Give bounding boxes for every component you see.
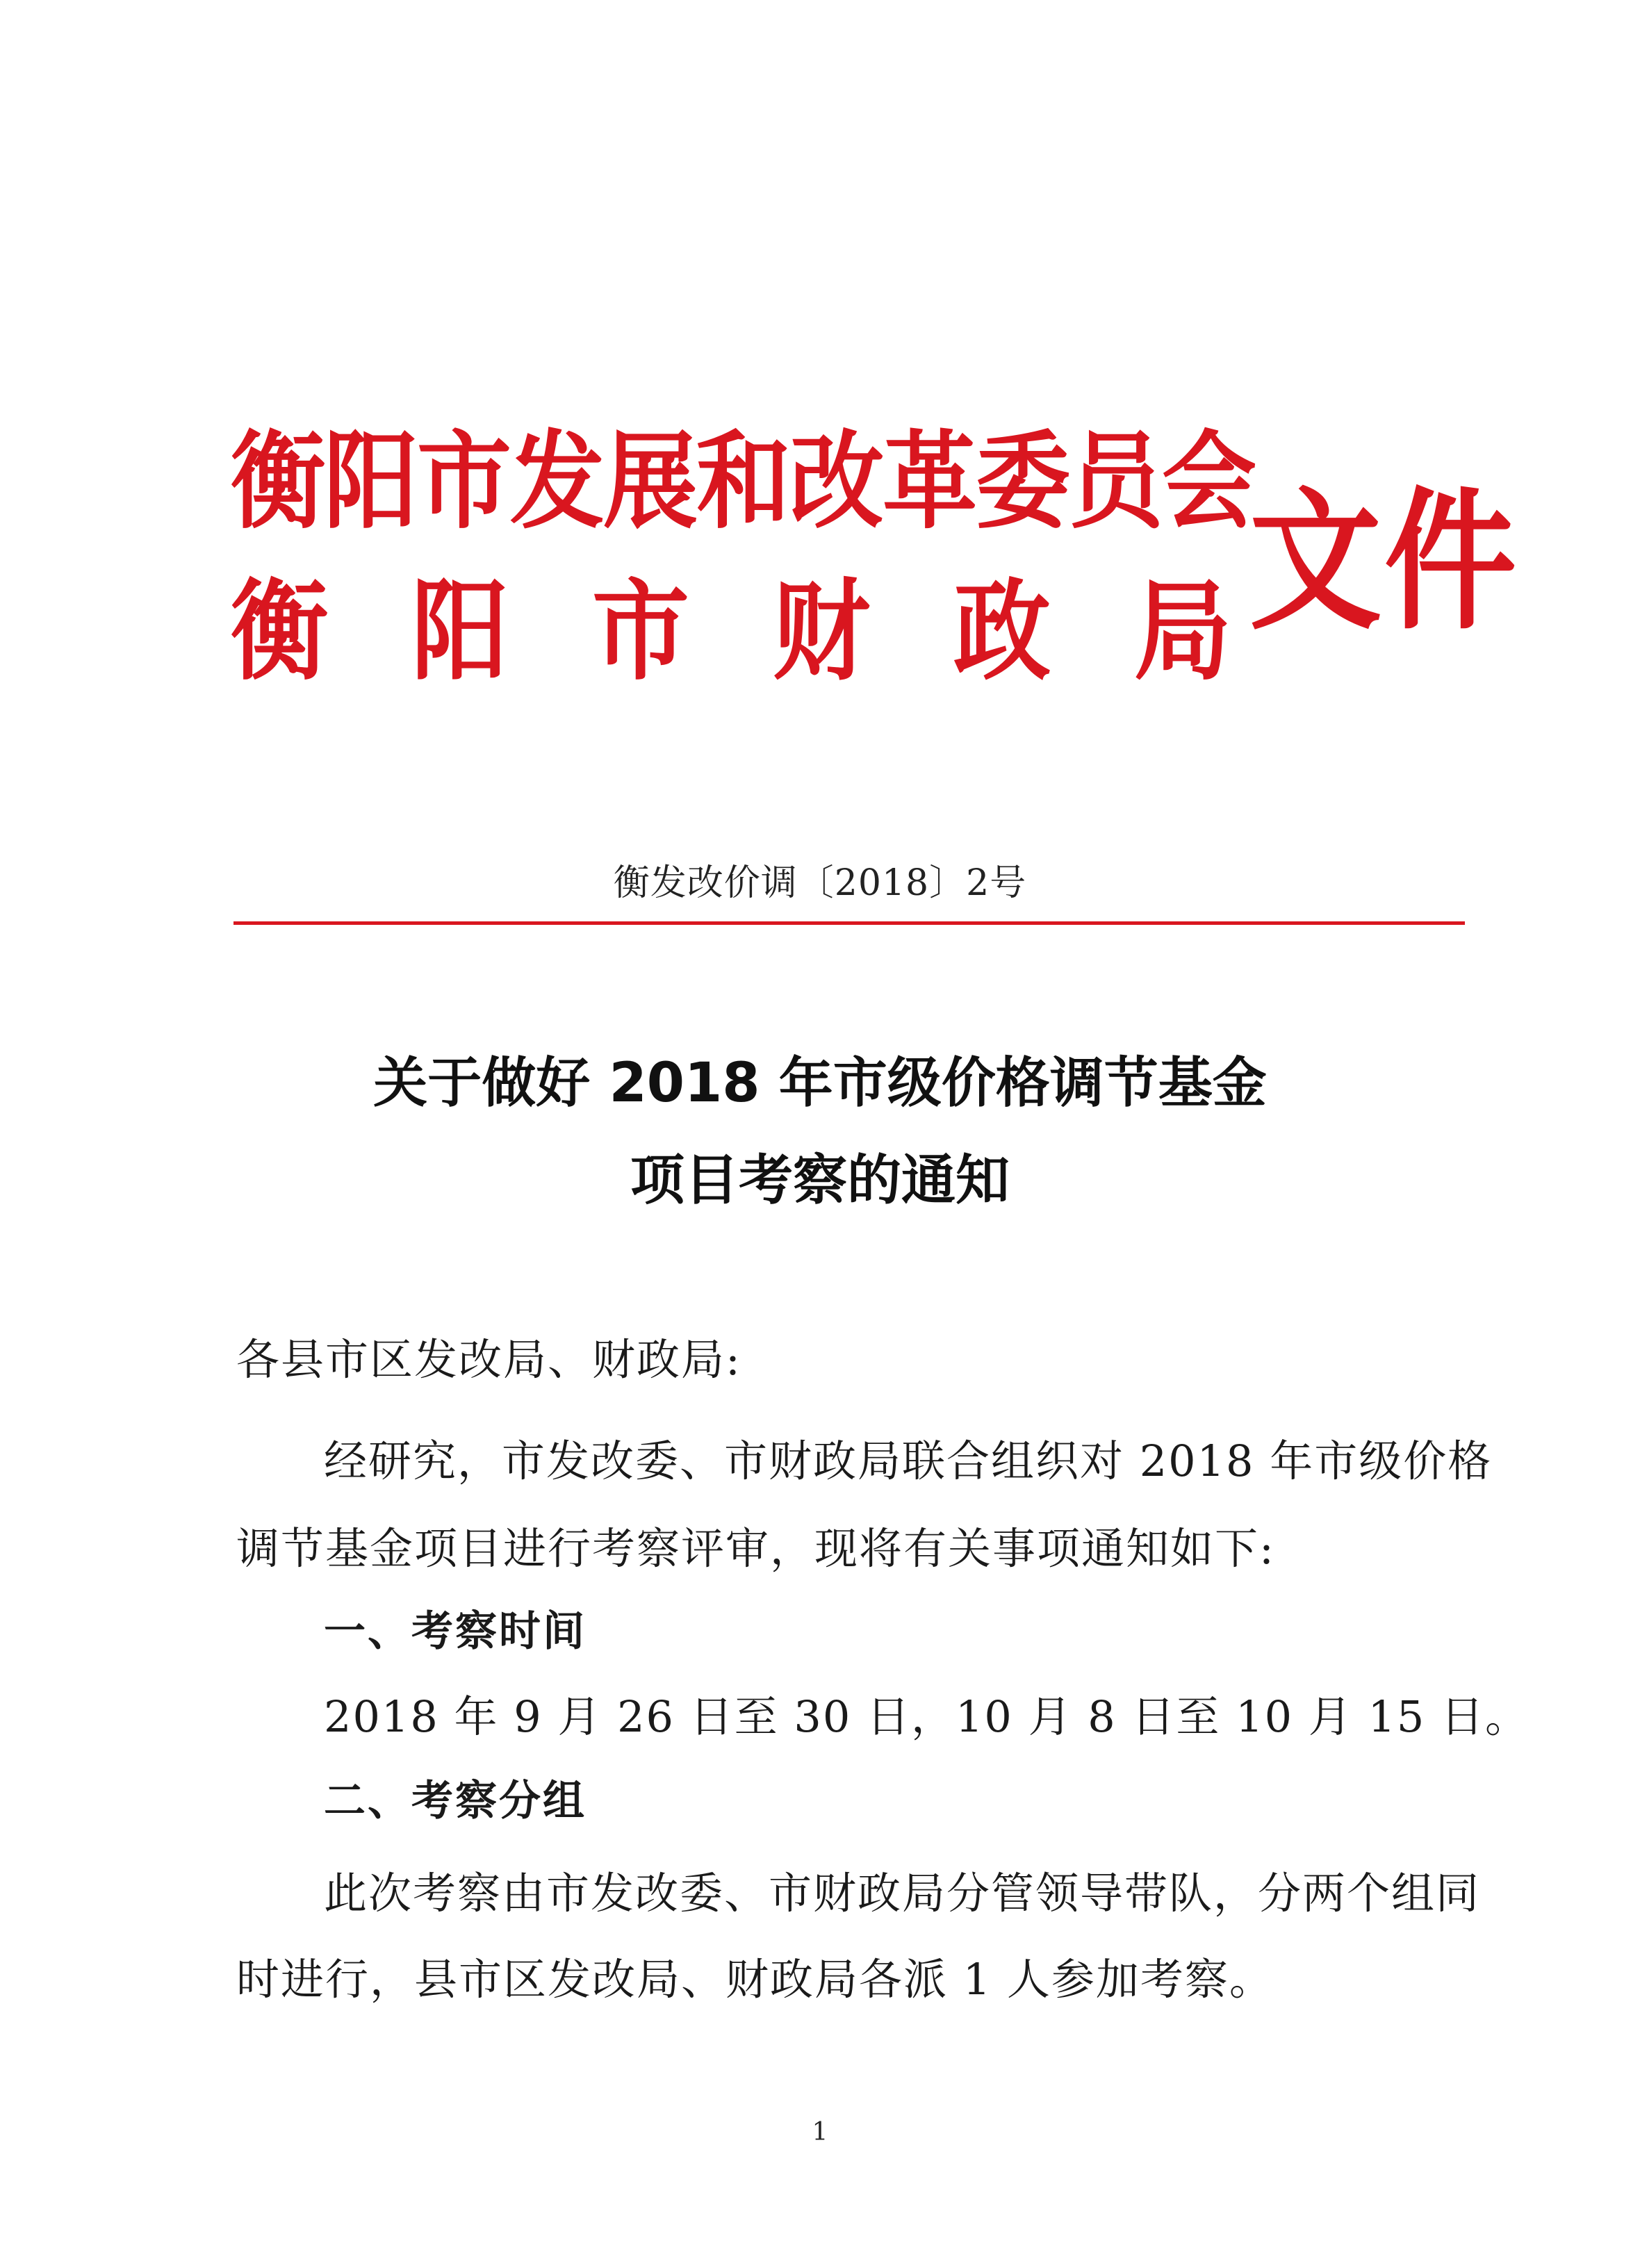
issuer-char: 政 [953, 568, 1051, 696]
salutation: 各县市区发改局、财政局: [236, 1334, 741, 1385]
section-2-line-1: 此次考察由市发改委、市财政局分管领导带队，分两个组同 [324, 1868, 1481, 1918]
issuer-char: 财 [772, 568, 870, 696]
issuer-name-development-reform: 衡阳市发展和改革委员会 [231, 420, 1255, 544]
section-1-heading: 一、考察时间 [324, 1607, 587, 1656]
issuer-char: 局 [1133, 568, 1231, 696]
document-type-label: 文件 [1249, 473, 1520, 650]
issuer-char: 阳 [411, 568, 509, 696]
section-2-line-2: 时进行，县市区发改局、财政局各派 1 人参加考察。 [236, 1954, 1274, 2005]
paragraph-1-line-1: 经研究，市发改委、市财政局联合组织对 2018 年市级价格 [324, 1436, 1493, 1486]
red-divider-rule [233, 921, 1465, 925]
document-title-line-2: 项目考察的通知 [630, 1149, 1010, 1212]
section-1-text: 2018 年 9 月 26 日至 30 日，10 月 8 日至 10 月 15 日。 [324, 1691, 1530, 1742]
issuer-name-finance-bureau [231, 568, 1231, 696]
paragraph-1-line-2: 调节基金项目进行考察评审，现将有关事项通知如下: [236, 1523, 1275, 1574]
issuer-char: 市 [591, 568, 689, 696]
section-2-heading: 二、考察分组 [324, 1777, 587, 1825]
issuer-char: 衡 [231, 568, 329, 696]
document-number: 衡发改价调〔2018〕2号 [613, 862, 1027, 904]
document-title-line-1: 关于做好 2018 年市级价格调节基金 [373, 1052, 1267, 1115]
page-number: 1 [812, 2118, 828, 2146]
